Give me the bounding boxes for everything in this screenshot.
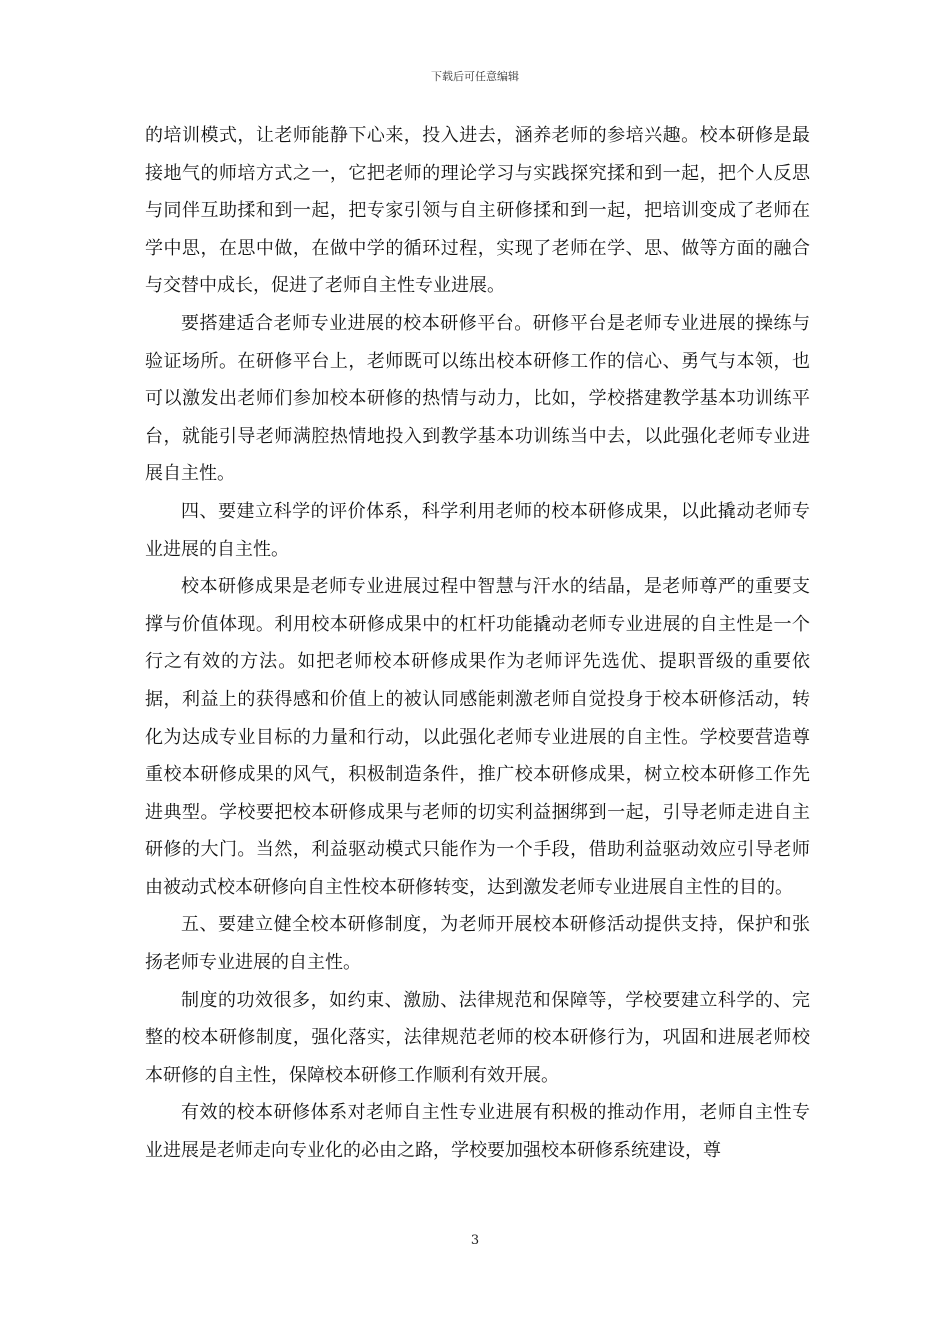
section-heading: 五、要建立健全校本研修制度，为老师开展校本研修活动提供支持，保护和张扬老师专业进展的自主性。 — [145, 914, 810, 974]
section-heading: 四、要建立科学的评价体系，科学利用老师的校本研修成果，以此撬动老师专业进展的自主性。 — [145, 500, 810, 560]
page-header-note: 下载后可任意编辑 — [431, 70, 519, 83]
document-body — [145, 117, 810, 1170]
paragraph-continued: 的培训模式，让老师能静下心来，投入进去，涵养老师的参培兴趣。校本研修是最接地气的师培方式之一，它把老师的理论学习与实践探究揉和到一起，把个人反思与同伴互助揉和到一起，把专家引领与自主研修揉和到一起，把培训变成了老师在学中思，在思中做，在做中学的循环过程，实现了老师在学、思、做等方面的融合与交替中成长，促进了老师自主性专业进展。 — [145, 125, 810, 297]
paragraph: 制度的功效很多，如约束、激励、法律规范和保障等，学校要建立科学的、完整的校本研修制度，强化落实，法律规范老师的校本研修行为，巩固和进展老师校本研修的自主性，保障校本研修工作顺利有效开展。 — [145, 989, 810, 1086]
paragraph: 要搭建适合老师专业进展的校本研修平台。研修平台是老师专业进展的操练与验证场所。在研修平台上，老师既可以练出校本研修工作的信心、勇气与本领，也可以激发出老师们参加校本研修的热情与动力，比如，学校搭建教学基本功训练平台，就能引导老师满腔热情地投入到教学基本功训练当中去，以此强化老师专业进展自主性。 — [145, 312, 810, 485]
paragraph: 校本研修成果是老师专业进展过程中智慧与汗水的结晶，是老师尊严的重要支撑与价值体现。利用校本研修成果中的杠杆功能撬动老师专业进展的自主性是一个行之有效的方法。如把老师校本研修成果作为老师评先选优、提职晋级的重要依据，利益上的获得感和价值上的被认同感能刺激老师自觉投身于校本研修活动，转化为达成专业目标的力量和行动，以此强化老师专业进展的自主性。学校要营造尊重校本研修成果的风气，积极制造条件，推广校本研修成果，树立校本研修工作先进典型。学校要把校本研修成果与老师的切实利益捆绑到一起，引导老师走进自主研修的大门。当然，利益驱动模式只能作为一个手段，借助利益驱动效应引导老师由被动式校本研修向自主性校本研修转变，达到激发老师专业进展自主性的目的。 — [145, 576, 810, 898]
paragraph: 有效的校本研修体系对老师自主性专业进展有积极的推动作用，老师自主性专业进展是老师走向专业化的必由之路，学校要加强校本研修系统建设，尊 — [145, 1102, 810, 1162]
page-number: 3 — [470, 1233, 480, 1248]
